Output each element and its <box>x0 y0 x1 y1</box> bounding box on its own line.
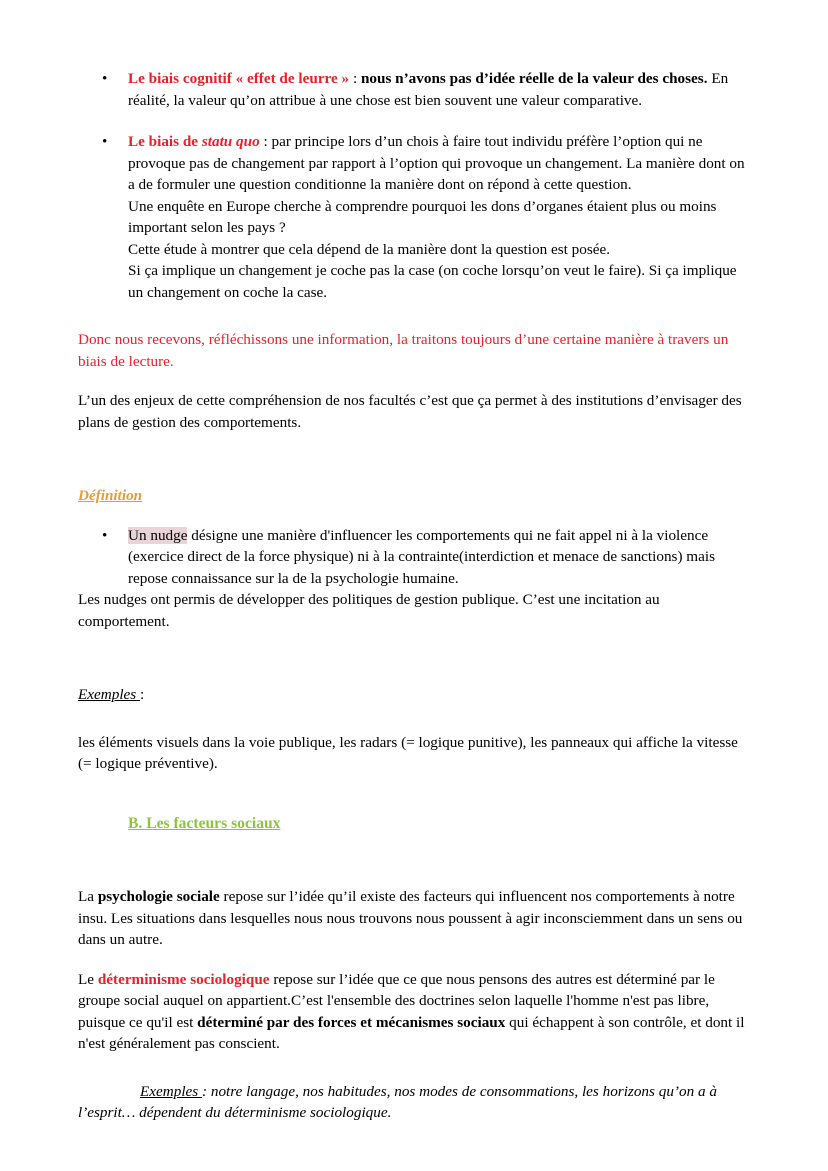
nudge-definition-text: désigne une manière d'influencer les comportements qui ne fait appel ni à la violence (exercice direct de la force physique) ni à la contrainte(interdiction et menace de sanctions) mais repose connaissance sur la de la psychologie humaine. <box>128 526 715 587</box>
nudge-bullet-list <box>78 525 746 590</box>
document-body <box>78 68 746 1124</box>
nudge-followup-paragraph: Les nudges ont permis de développer des politiques de gestion publique. C’est une incitation au comportement. <box>78 591 660 630</box>
spacer <box>78 706 746 732</box>
bullet-icon: • <box>102 133 108 150</box>
statu-quo-paragraph <box>128 131 746 196</box>
enjeux-paragraph: L’un des enjeux de cette compréhension de nos facultés c’est que ça permet à des institutions d’envisager des plans de gestion des comportements. <box>78 392 742 431</box>
exemples-heading-colon: : <box>140 686 145 703</box>
exemples-heading-row <box>78 684 746 706</box>
final-examples-colon: : <box>202 1082 211 1100</box>
psycho-bold-term: psychologie sociale <box>97 888 220 905</box>
spacer <box>78 834 746 886</box>
spacer <box>78 1055 746 1081</box>
determinisme-bold-term: déterminé par des forces et mécanismes sociaux <box>197 1013 506 1031</box>
psycho-pre: La <box>78 888 98 905</box>
spacer <box>78 951 746 969</box>
biais-cognitif-rest: En réalité, la valeur qu’on attribue à une chose est bien souvent une valeur comparative. <box>128 70 729 109</box>
final-examples-text: notre langage, nos habitudes, nos modes de consommations, les horizons qu’on a à l’esprit… dépendent du déterminisme sociologique. <box>78 1082 717 1121</box>
determinisme-post: qui échappent à son contrôle, et dont il n'est généralement pas conscient. <box>78 1013 745 1052</box>
determinisme-mid: repose sur l’idée que ce que nous pensons des autres est déterminé par le groupe social auquel on appartient.C’est l'ensemble des doctrines selon laquelle l'homme n'est pas libre, puisque ce qu'il est <box>78 970 715 1031</box>
nudge-paragraph <box>128 525 746 590</box>
section-b-heading: B. Les facteurs sociaux <box>128 814 281 832</box>
biais-cognitif-bold: nous n’avons pas d’idée réelle de la valeur des choses. <box>360 70 708 87</box>
list-item-biais-statu-quo <box>78 131 746 303</box>
exemples-heading: Exemples <box>78 686 140 703</box>
determinisme-paragraph <box>78 969 746 1055</box>
determinisme-pre: Le <box>78 970 98 988</box>
determinisme-red-term: déterminisme sociologique <box>97 970 270 988</box>
final-examples-paragraph <box>78 1081 746 1124</box>
spacer <box>78 632 746 684</box>
spacer <box>78 775 746 813</box>
biais-cognitif-lead: Le biais cognitif « effet de leurre » <box>128 70 350 87</box>
red-conclusion-paragraph: Donc nous recevons, réfléchissons une information, la traitons toujours d’une certaine manière à travers un biais de lecture. <box>78 331 729 370</box>
spacer <box>78 433 746 485</box>
exemples-paragraph: les éléments visuels dans la voie publique, les radars (= logique punitive), les panneaux qui affiche la vitesse (= logique préventive). <box>78 733 738 772</box>
biais-cognitif-paragraph <box>128 68 746 111</box>
statu-quo-line-3: Cette étude à montrer que cela dépend de la manière dont la question est posée. <box>128 240 611 258</box>
spacer <box>78 507 746 525</box>
biais-cognitif-separator: : <box>349 70 361 87</box>
statu-quo-lead: Le biais de <box>128 133 202 150</box>
statu-quo-italic-term: statu quo <box>201 133 260 150</box>
bullet-icon: • <box>102 70 108 87</box>
statu-quo-line-2: Une enquête en Europe cherche à comprendre pourquoi les dons d’organes étaient plus ou moins important selon les pays ? <box>128 197 717 236</box>
definition-heading-row <box>78 485 746 507</box>
spacer <box>78 372 746 390</box>
nudge-highlighted-term: Un nudge <box>128 526 188 544</box>
statu-quo-rest: : par principe lors d’un chois à faire tout individu préfère l’option qui ne provoque pas de changement par rapport à l’option qui provoque un changement. La manière dont on a de formuler une question conditionne la manière dont on répond à cette question. <box>128 133 745 193</box>
spacer <box>78 303 746 329</box>
psycho-post: repose sur l’idée qu’il existe des facteurs qui influencent nos comportements à notre insu. Les situations dans lesquelles nous nous trouvons nous poussent à agir inconsciemment dans un sens ou dans un autre. <box>78 888 743 948</box>
bullet-icon: • <box>102 526 108 544</box>
list-item-biais-cognitif <box>78 68 746 111</box>
statu-quo-line-4: Si ça implique un changement je coche pas la case (on coche lorsqu’on veut le faire). Si ça implique un changement on coche la case. <box>128 262 737 301</box>
definition-heading: Définition <box>78 487 143 504</box>
bias-bullet-list <box>78 68 746 303</box>
psychologie-sociale-paragraph <box>78 886 746 951</box>
list-item-nudge <box>78 525 746 590</box>
section-b-heading-row <box>78 813 746 835</box>
final-examples-label: Exemples <box>140 1082 202 1100</box>
